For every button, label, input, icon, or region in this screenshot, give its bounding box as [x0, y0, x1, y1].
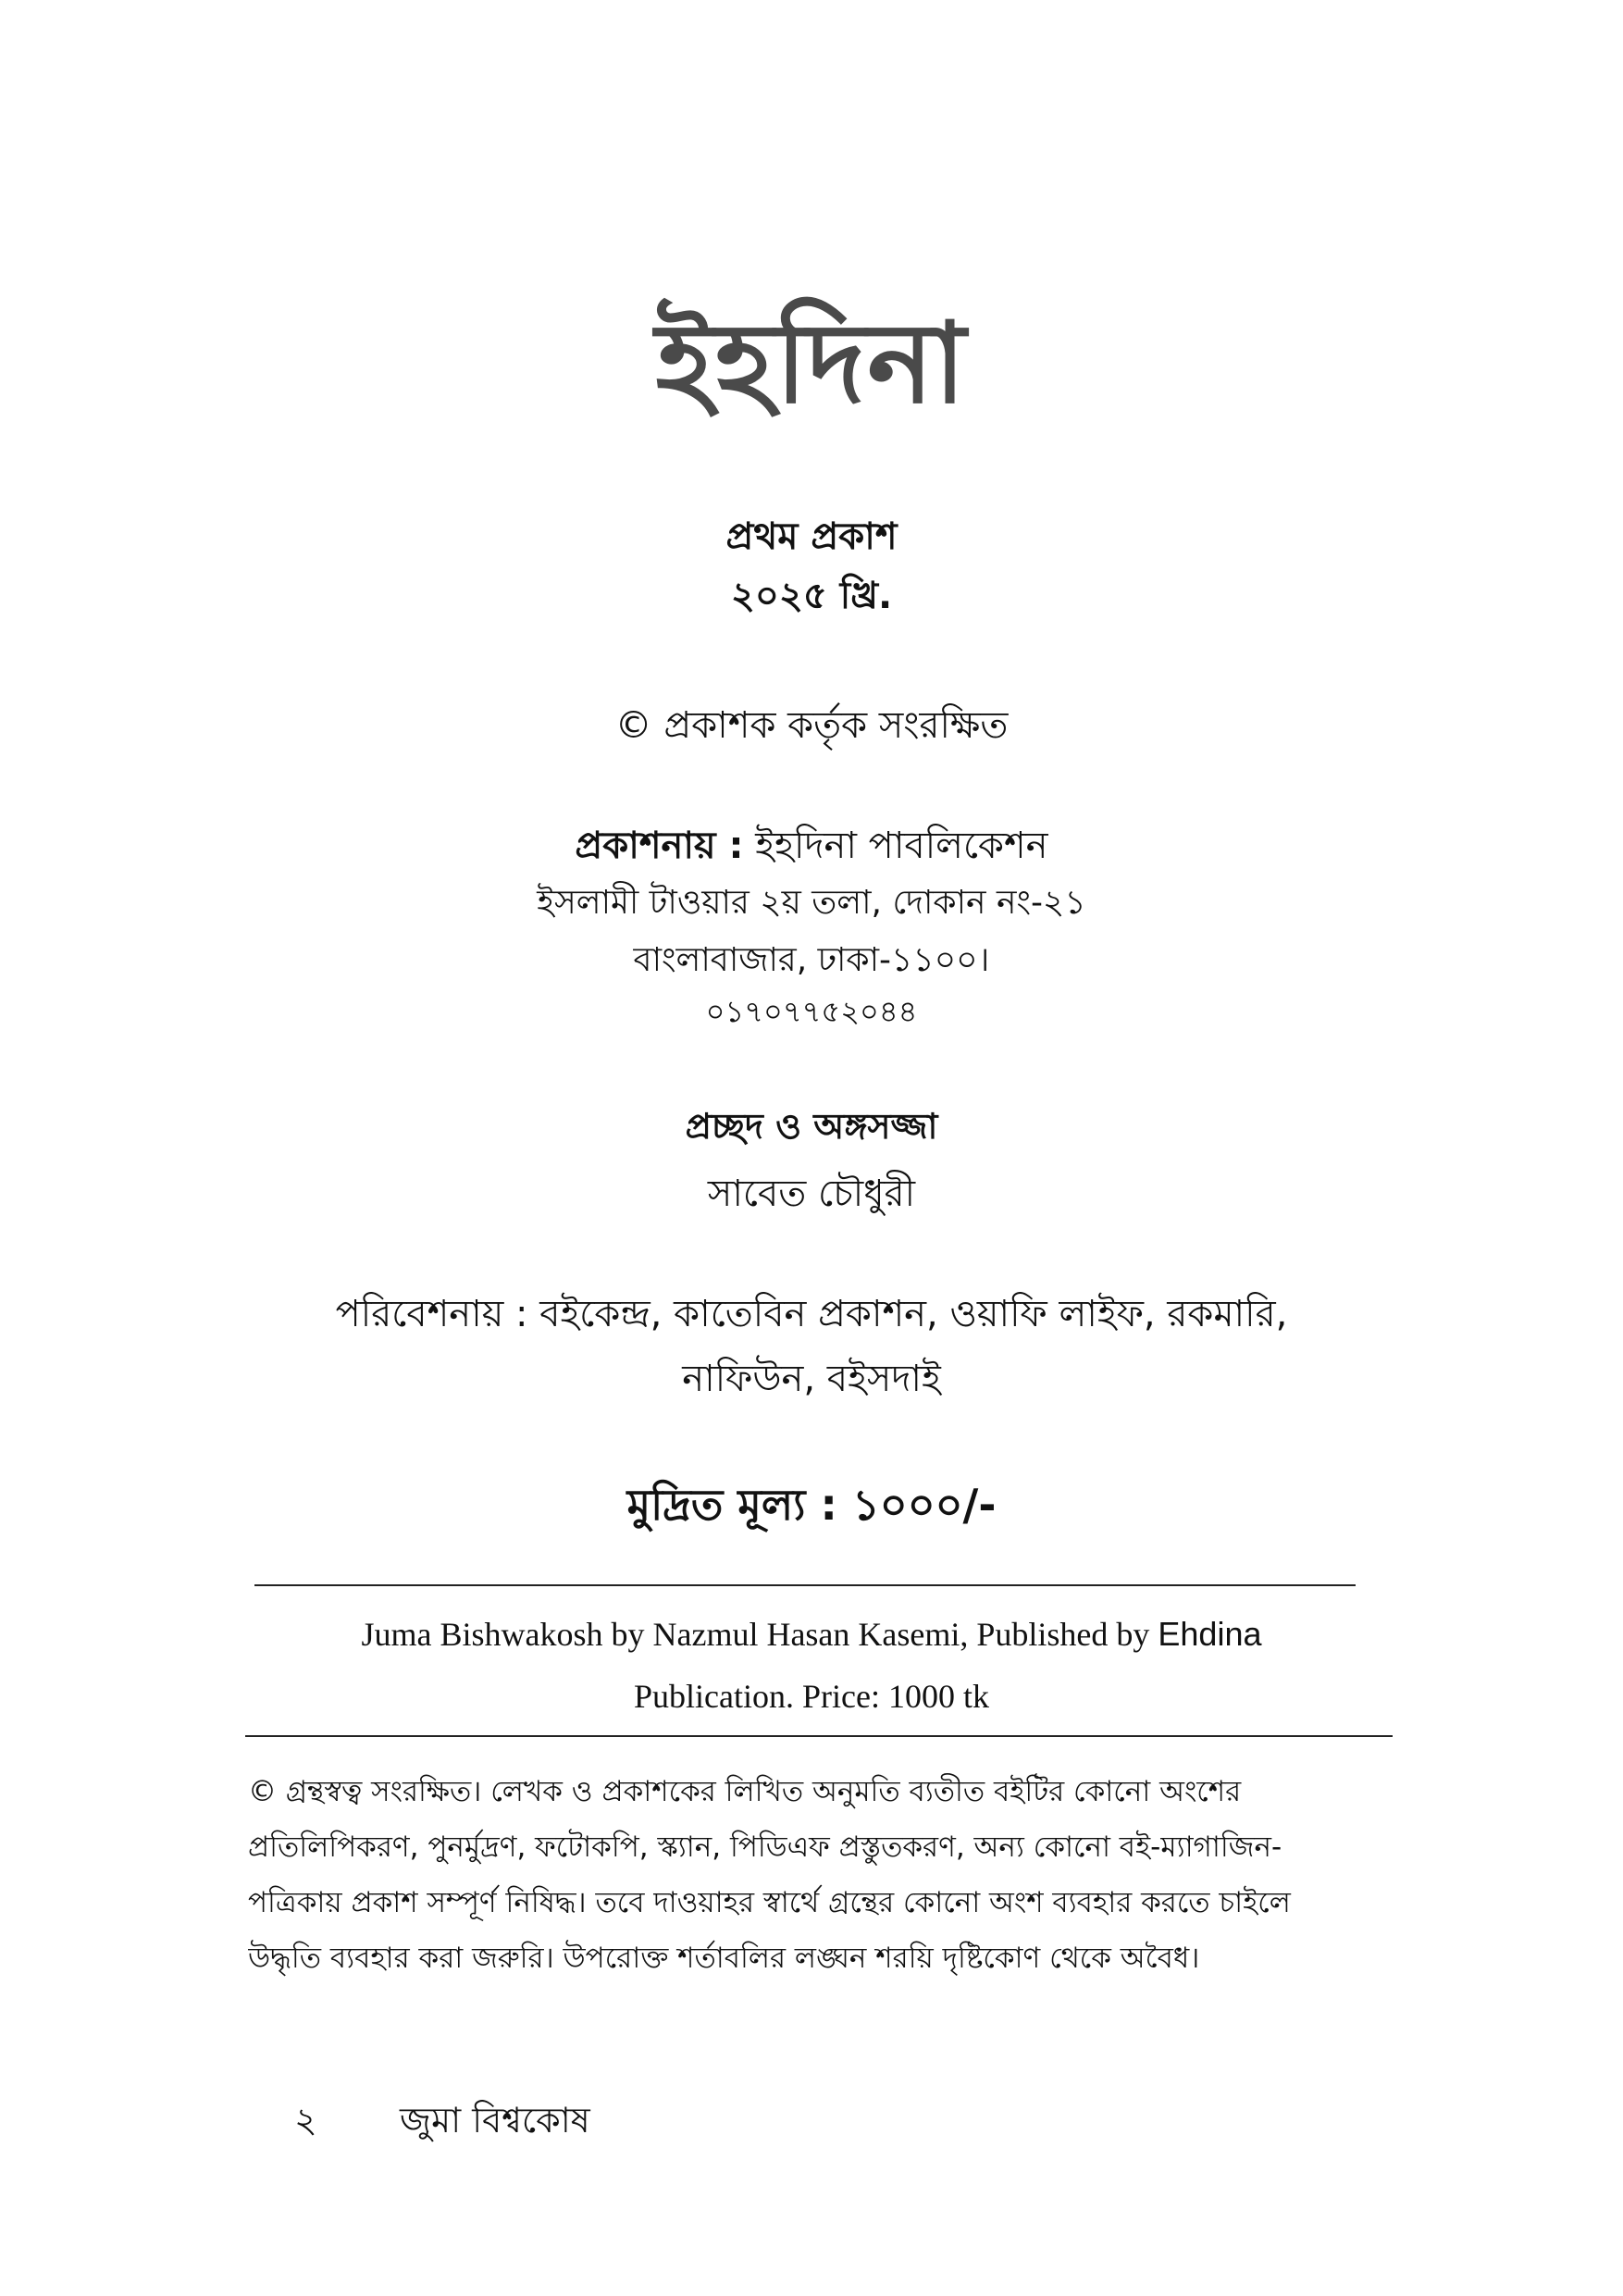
- english-publisher-brand: Ehdina: [1158, 1615, 1262, 1653]
- notice-line: © গ্রন্থস্বত্ব সংরক্ষিত। লেখক ও প্রকাশকের লিখিত অনুমতি ব্যতীত বইটির কোনো অংশের: [248, 1775, 1242, 1808]
- edition-label: প্রথম প্রকাশ: [725, 515, 898, 558]
- running-book-title: জুমা বিশ্বকোষ: [400, 2100, 590, 2141]
- cover-designer-name: সাবেত চৌধুরী: [707, 1173, 916, 1215]
- notice-line: প্রতিলিপিকরণ, পুনর্মুদ্রণ, ফটোকপি, স্ক্যান, পিডিএফ প্রস্তুতকরণ, অন্য কোনো বই-ম্যাগাজিন-: [248, 1831, 1282, 1864]
- distribution-line1: পরিবেশনায় : বইকেন্দ্র, কাতেবিন প্রকাশন, ওয়াফি লাইফ, রকমারি,: [335, 1293, 1288, 1335]
- divider-bottom: [245, 1735, 1393, 1737]
- distribution-line2: নাফিউন, বইসদাই: [682, 1358, 941, 1400]
- cover-design-label: প্রচ্ছদ ও অঙ্গসজ্জা: [685, 1106, 938, 1147]
- notice-line: উদ্ধৃতি ব্যবহার করা জরুরি। উপরোক্ত শর্তাবলির লঙ্ঘন শরয়ি দৃষ্টিকোণ থেকে অবৈধ।: [248, 1942, 1200, 1975]
- publisher-address-line2: বাংলাবাজার, ঢাকা-১১০০।: [633, 941, 990, 979]
- page-number: ২: [294, 2100, 317, 2141]
- publisher-phone: ০১৭০৭৭৫২০৪৪: [705, 994, 918, 1029]
- printed-price: মুদ্রিত মূল্য : ১০০০/-: [626, 1480, 997, 1530]
- publisher-line: [0, 816, 1623, 878]
- publisher-address-line1: ইসলামী টাওয়ার ২য় তলা, দোকান নং-২১: [537, 884, 1086, 922]
- publisher-logo: ইহদিনা: [655, 300, 968, 428]
- english-credit-line2: Publication. Price: 1000 tk: [634, 1678, 989, 1715]
- english-credit-line1: [0, 1615, 1623, 1654]
- copyright-line: © প্রকাশক কর্তৃক সংরক্ষিত: [614, 704, 1009, 747]
- english-credit-text: Juma Bishwakosh by Nazmul Hasan Kasemi, Published by: [361, 1616, 1150, 1653]
- notice-line: পত্রিকায় প্রকাশ সম্পূর্ণ নিষিদ্ধ। তবে দাওয়াহর স্বার্থে গ্রন্থের কোনো অংশ ব্যবহার করতে চাইলে: [248, 1886, 1291, 1919]
- publisher-name: ইহদিনা পাবলিকেশন: [755, 825, 1048, 867]
- publisher-label: প্রকাশনায় :: [575, 825, 744, 867]
- edition-year: ২০২৫ খ্রি.: [730, 575, 893, 617]
- divider-top: [254, 1584, 1356, 1586]
- copyright-notice: [248, 1764, 1377, 1986]
